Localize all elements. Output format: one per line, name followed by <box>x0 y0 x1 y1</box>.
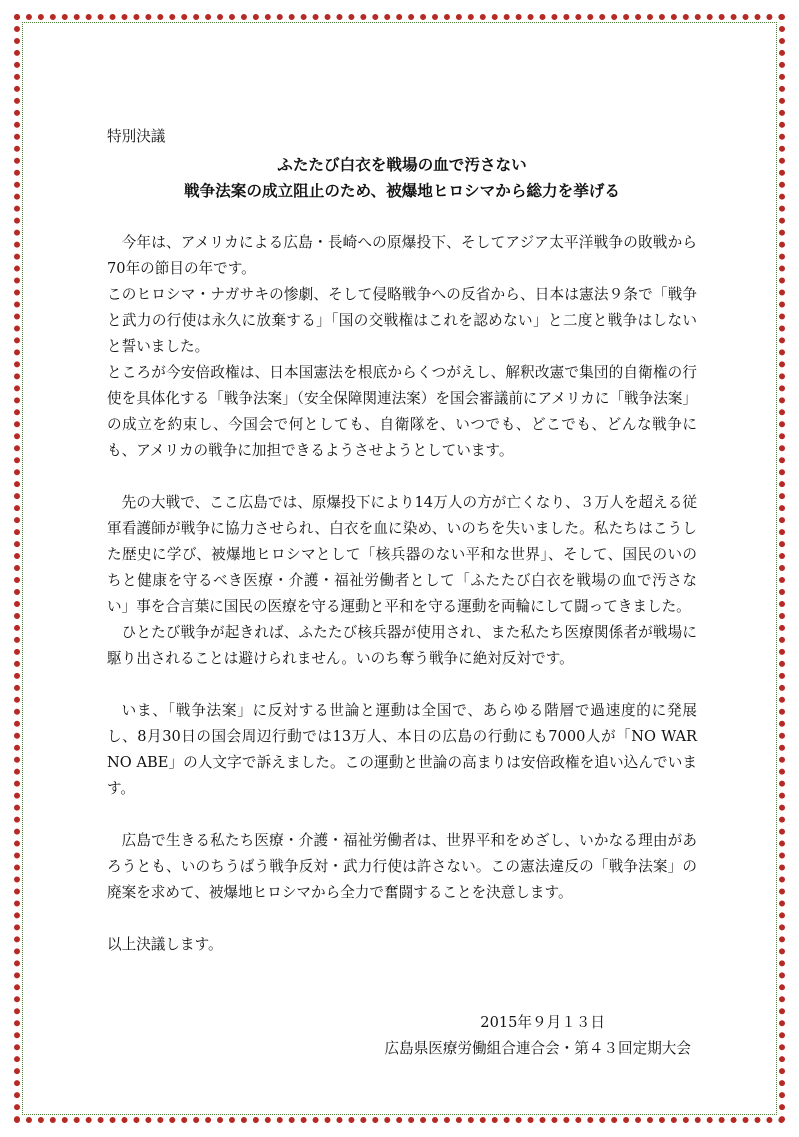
spacer <box>107 464 697 490</box>
resolution-date: 2015年９月１３日 <box>480 1014 605 1031</box>
paragraph-intro-1: 今年は、アメリカによる広島・長崎への原爆投下、そしてアジア太平洋戦争の敗戦から70年の節目の年です。 <box>107 234 697 277</box>
paragraph-history-1: 先の大戦で、ここ広島では、原爆投下により14万人の方が亡くなり、３万人を超える従軍看護師が戦争に協力させられ、白衣を血に染め、いのちを失いました。私たちはこうした歴史に学び、被爆地ヒロシマとして「核兵器のない平和な世界」、そして、国民のいのちと健康を守るべき医療・介護・福祉労働者として「ふたたび白衣を戦場の血で汚さない」事を合言葉に国民の医療を守る運動と平和を守る運動を両輪にして闘ってきました。 <box>107 494 697 615</box>
spacer <box>107 906 697 932</box>
signatory: 広島県医療労働組合連合会・第４３回定期大会 <box>384 1040 691 1057</box>
spacer <box>107 958 697 984</box>
title-line-2: 戦争法案の成立阻止のため、被爆地ヒロシマから総力を挙げる <box>183 182 620 200</box>
resolution-document <box>107 124 697 1062</box>
spacer <box>107 672 697 698</box>
title-block <box>107 152 697 204</box>
closing-statement: 以上決議します。 <box>107 936 223 953</box>
paragraph-resolve: 広島で生きる私たち医療・介護・福祉労働者は、世界平和をめざし、いかなる理由があろうとも、いのちうばう戦争反対・武力行使は許さない。この憲法違反の「戦争法案」の廃案を求めて、被爆地ヒロシマから全力で奮闘することを決意します。 <box>107 832 697 901</box>
spacer <box>107 984 697 1010</box>
document-label: 特別決議 <box>107 128 166 145</box>
spacer <box>107 802 697 828</box>
paragraph-intro-3: ところが今安倍政権は、日本国憲法を根底からくつがえし、解釈改憲で集団的自衛権の行使を具体化する「戦争法案」（安全保障関連法案）を国会審議前にアメリカに「戦争法案」の成立を約束し、今国会で何としても、自衛隊を、いつでも、どこでも、どんな戦争にも、アメリカの戦争に加担できるようさせようとしています。 <box>107 364 698 459</box>
paragraph-history-2: ひとたび戦争が起きれば、ふたたび核兵器が使用され、また私たち医療関係者が戦場に駆り出されることは避けられません。いのち奪う戦争に絶対反対です。 <box>107 624 697 667</box>
paragraph-intro-2: このヒロシマ・ナガサキの惨劇、そして侵略戦争への反省から、日本は憲法９条で「戦争と武力の行使は永久に放棄する」「国の交戦権はこれを認めない」と二度と戦争はしないと誓いました。 <box>107 286 697 355</box>
paragraph-movement: いま、「戦争法案」に反対する世論と運動は全国で、あらゆる階層で過速度的に発展し、8月30日の国会周辺行動では13万人、本日の広島の行動にも7000人が「NO WAR NO ABE」の人文字で訴えました。この運動と世論の高まりは安倍政権を追い込んでいます。 <box>107 702 697 797</box>
title-line-1: ふたたび白衣を戦場の血で汚さない <box>277 156 527 174</box>
